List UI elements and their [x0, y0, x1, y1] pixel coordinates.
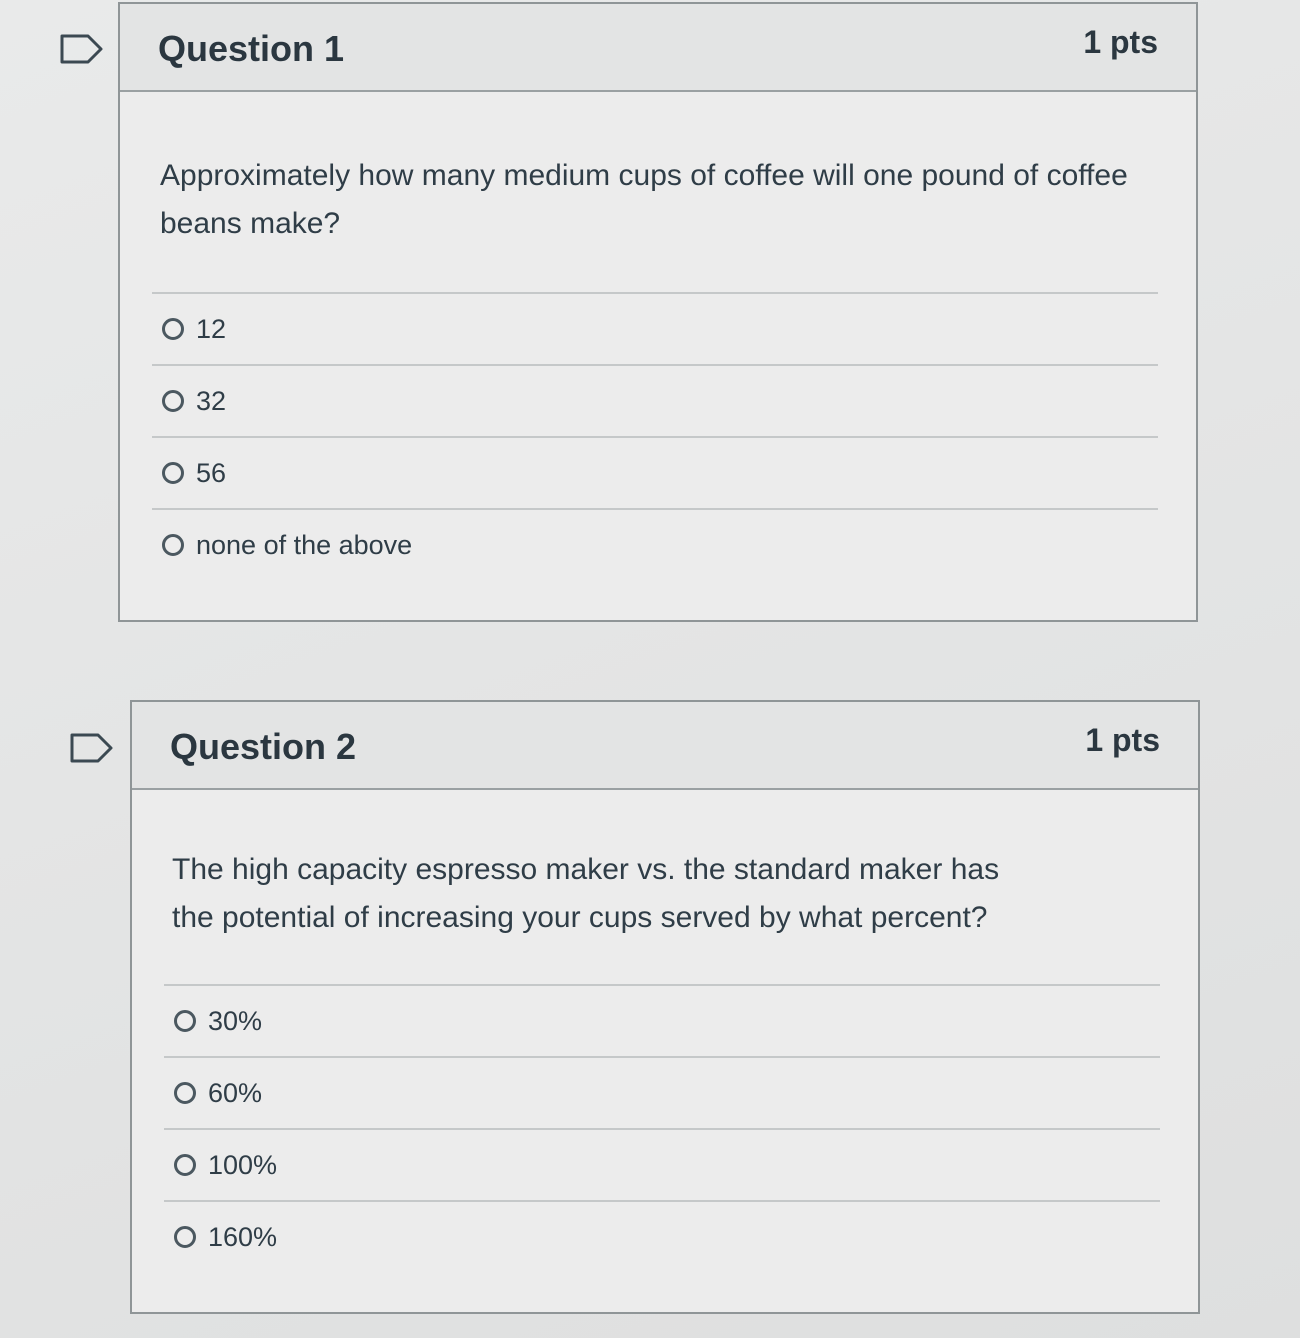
answer-option[interactable] [164, 984, 1160, 1056]
flag-question-2-icon[interactable] [70, 733, 114, 763]
question-1-text: Approximately how many medium cups of coffee will one pound of coffee beans make? [160, 159, 1128, 240]
radio-button[interactable] [162, 318, 184, 340]
answer-option[interactable] [164, 1200, 1160, 1272]
answer-label: 100% [208, 1149, 278, 1180]
question-2-answers [164, 984, 1160, 1272]
question-2 [130, 700, 1200, 1314]
answer-label: 30% [208, 1005, 263, 1036]
answer-label: 56 [196, 457, 227, 488]
question-1-answers [152, 292, 1158, 580]
answer-label: 32 [196, 385, 227, 416]
answer-label: 160% [208, 1221, 278, 1252]
radio-button[interactable] [174, 1082, 196, 1104]
answer-label: 12 [196, 313, 227, 344]
question-1 [118, 2, 1198, 622]
answer-option[interactable] [152, 436, 1158, 508]
radio-button[interactable] [162, 534, 184, 556]
radio-button[interactable] [174, 1154, 196, 1176]
answer-option[interactable] [152, 508, 1158, 580]
question-1-title: Question 1 [158, 28, 345, 69]
question-2-title: Question 2 [170, 726, 357, 767]
question-2-text: The high capacity espresso maker vs. the standard maker has the potential of increasing your cups served by what percent? [172, 853, 1000, 934]
answer-label: none of the above [196, 529, 413, 560]
answer-label: 60% [208, 1077, 263, 1108]
question-1-points: 1 pts [1083, 24, 1158, 60]
radio-button[interactable] [174, 1010, 196, 1032]
radio-button[interactable] [162, 390, 184, 412]
question-2-header [132, 702, 1198, 790]
question-2-points: 1 pts [1085, 722, 1160, 758]
flag-question-1-icon[interactable] [60, 34, 104, 64]
answer-option[interactable] [152, 292, 1158, 364]
question-1-header [120, 4, 1196, 92]
radio-button[interactable] [162, 462, 184, 484]
answer-option[interactable] [164, 1056, 1160, 1128]
answer-option[interactable] [152, 364, 1158, 436]
radio-button[interactable] [174, 1226, 196, 1248]
answer-option[interactable] [164, 1128, 1160, 1200]
